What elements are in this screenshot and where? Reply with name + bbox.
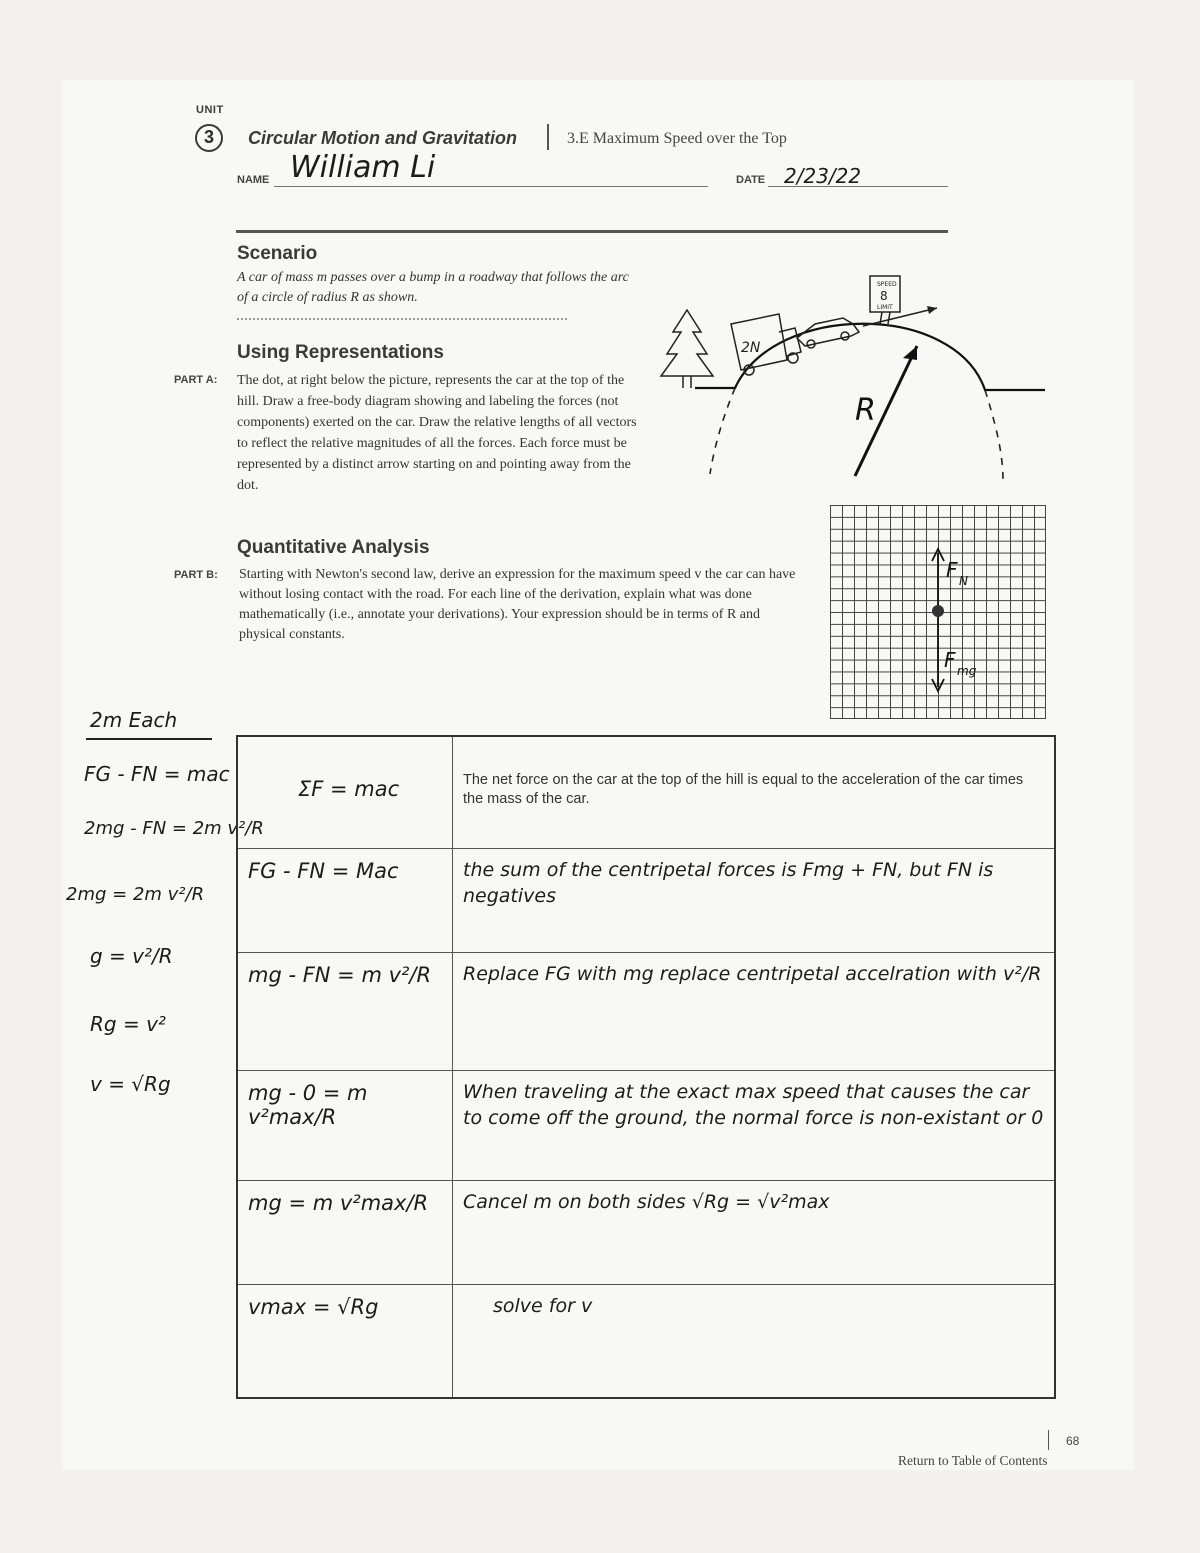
side-note: 2mg = 2m v²/R: [66, 884, 205, 905]
date-value: 2/23/22: [784, 164, 862, 188]
normal-force-sub: N: [959, 574, 968, 588]
scenario-text: A car of mass m passes over a bump in a roadway that follows the arc of a circle of radius R as shown.: [237, 270, 629, 305]
side-note: 2m Each: [90, 708, 178, 732]
derivation-equation: FG - FN = Mac: [248, 858, 399, 883]
scenario-heading: Scenario: [237, 243, 318, 264]
date-label: DATE: [736, 174, 766, 186]
derivation-explanation: Replace FG with mg replace centripetal accelration with v²/R: [463, 962, 1042, 985]
derivation-row: [237, 1070, 1055, 1180]
hill-outline: [695, 324, 1045, 390]
circle-arc-left: [710, 388, 735, 474]
normal-force-label: F: [946, 558, 958, 582]
derivation-equation: ΣF = mac: [298, 777, 400, 801]
circle-arc-right: [985, 390, 1003, 480]
lesson-title: 3.E Maximum Speed over the Top: [567, 130, 787, 147]
derivation-equation: mg = m v²max/R: [248, 1190, 429, 1215]
radius-label: R: [855, 393, 876, 428]
derivation-equation: mg - 0 = m v²max/R: [248, 1080, 368, 1129]
title-divider: [547, 124, 549, 150]
name-line: [274, 186, 708, 187]
page-number: 68: [1066, 1434, 1080, 1448]
sign-text: SPEED: [877, 281, 897, 288]
header-rule: [236, 230, 948, 233]
dotted-divider: [237, 318, 567, 320]
derivation-explanation: the sum of the centripetal forces is Fmg + FN, but FN is negatives: [463, 858, 994, 907]
derivation-equation: mg - FN = m v²/R: [248, 962, 432, 987]
derivation-row: [237, 1284, 1055, 1398]
derivation-row: [237, 952, 1055, 1070]
derivation-explanation: solve for v: [493, 1294, 593, 1317]
sign-bottom: LIMIT: [877, 304, 893, 311]
side-note: 2mg - FN = 2m v²/R: [84, 818, 264, 839]
name-value: William Li: [290, 150, 436, 185]
hill-figure: [655, 262, 1055, 487]
part-b-text: Starting with Newton's second law, derive an expression for the maximum speed v the car can have without losing contact with the road. For each line of the derivation, explain what was done mathematically (i.e., annotate your derivations). Your expression should be in terms of R and physical constants.: [239, 567, 796, 642]
side-note: FG - FN = mac: [84, 762, 230, 786]
derivation-table: [236, 735, 1056, 1399]
tree-icon: [661, 310, 713, 388]
derivation-row: [237, 1180, 1055, 1284]
gravity-force-label: F: [944, 648, 956, 672]
side-note: Rg = v²: [90, 1012, 166, 1036]
representations-heading: Using Representations: [237, 342, 444, 363]
free-body-diagram: [830, 505, 1046, 719]
derivation-explanation: When traveling at the exact max speed that causes the car to come off the ground, the normal force is non-existant or 0: [463, 1080, 1044, 1129]
derivation-explanation: The net force on the car at the top of the hill is equal to the acceleration of the car times the mass of the car.: [463, 772, 1024, 807]
truck-label: 2N: [741, 340, 761, 356]
side-note: g = v²/R: [90, 944, 173, 968]
derivation-equation: vmax = √Rg: [248, 1294, 379, 1319]
part-b-label: PART B:: [174, 569, 218, 581]
derivation-row: [237, 848, 1055, 952]
car-dot: [932, 605, 944, 617]
unit-label: UNIT: [196, 104, 224, 116]
derivation-explanation: Cancel m on both sides √Rg = √v²max: [463, 1190, 830, 1213]
toc-link[interactable]: Return to Table of Contents: [898, 1453, 1048, 1468]
sign-number: 8: [880, 289, 888, 303]
side-note-underline: [86, 738, 212, 740]
quantitative-heading: Quantitative Analysis: [237, 537, 430, 558]
part-a-text: The dot, at right below the picture, represents the car at the top of the hill. Draw a free-body diagram showing and labeling the forces (not components) exerted on the car. Draw the relative lengths of all vectors to reflect the relative magnitudes of all the forces. Each force must be represented by a distinct arrow starting on and pointing away from the dot.: [237, 373, 637, 493]
part-a-label: PART A:: [174, 374, 218, 386]
name-label: NAME: [237, 174, 270, 186]
page-number-bar: [1048, 1430, 1049, 1450]
unit-number-badge: 3: [195, 124, 223, 152]
side-note: v = √Rg: [90, 1072, 171, 1096]
gravity-force-sub: mg: [957, 664, 977, 678]
unit-title: Circular Motion and Gravitation: [248, 128, 518, 148]
derivation-row: [237, 736, 1055, 848]
